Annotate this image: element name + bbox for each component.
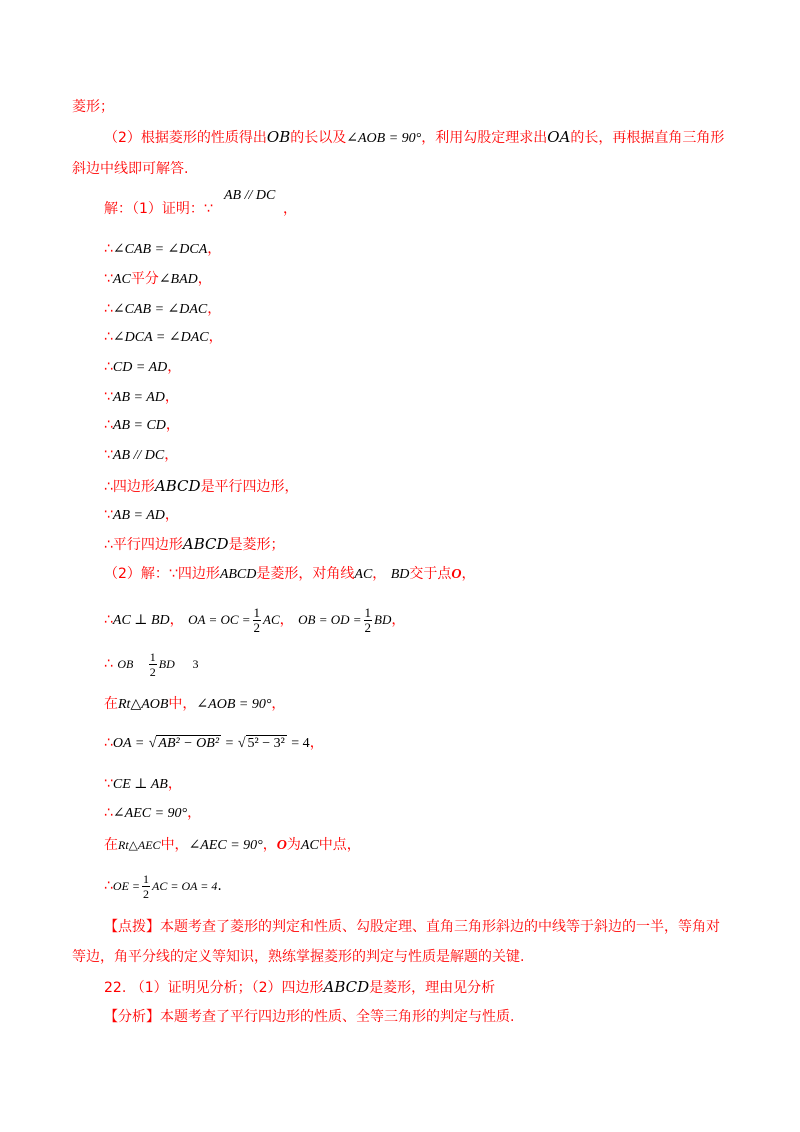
text: ∴ <box>104 241 113 257</box>
text: 为 <box>286 837 301 853</box>
text-line <box>104 388 179 407</box>
text: 【分析】本题考查了平行四边形的性质、全等三角形的判定与性质. <box>104 1009 515 1025</box>
math: 3 <box>192 657 199 671</box>
text: ， <box>187 805 202 821</box>
math: ∠CAB = ∠DAC <box>112 302 208 317</box>
text: （2）根据菱形的性质得出 <box>104 130 267 146</box>
text-line <box>104 565 476 584</box>
text: ， <box>164 507 179 523</box>
text: ∴ <box>104 656 113 672</box>
numerator: 1 <box>149 649 156 664</box>
text: 【点拨】本题考查了菱形的判定和性质、勾股定理、直角三角形斜边的中线等于斜边的一半，等角对 <box>104 919 720 935</box>
math: AC = OA = 4 <box>152 879 218 893</box>
fraction <box>253 606 262 635</box>
math: CD = AD <box>112 360 168 375</box>
math: AC ⊥ BD <box>112 613 170 628</box>
text-line <box>104 270 212 289</box>
text: 等边，角平分线的定义等知识，熟练掌握菱形的判定与性质是解题的关键. <box>72 949 525 965</box>
numerator: 1 <box>253 604 261 620</box>
text-line <box>72 98 114 116</box>
math: = 4 <box>291 736 310 751</box>
math: ∠AEC = 90° <box>188 838 263 853</box>
text: ∴ <box>104 805 113 821</box>
math: OA = OC = <box>188 612 251 627</box>
denominator: 2 <box>143 886 150 901</box>
text: 菱形； <box>72 99 114 115</box>
math: OA = <box>112 736 145 751</box>
math: ∠BAD <box>158 272 198 287</box>
text-line <box>104 1008 514 1026</box>
text: ∴四边形 <box>104 479 155 495</box>
denominator: 2 <box>364 619 372 635</box>
text-line <box>104 695 285 714</box>
math: ∠AOB = 90° <box>196 697 272 712</box>
denominator: 2 <box>253 619 261 635</box>
math: 5² − 3² <box>247 736 285 751</box>
text: ， <box>167 776 182 792</box>
math: AC <box>300 838 319 853</box>
text: ∴ <box>104 329 113 345</box>
text: ， <box>309 735 324 751</box>
text: ， <box>164 389 179 405</box>
text-line <box>104 358 181 377</box>
math: ABCD <box>154 477 201 495</box>
text-line <box>72 948 524 966</box>
text: 在 <box>104 837 118 853</box>
math: OA <box>547 128 571 146</box>
text: 平分 <box>130 271 159 287</box>
text: ， <box>207 241 222 257</box>
math: BD <box>158 657 175 671</box>
math: AB = CD <box>112 418 166 433</box>
math: AB // DC <box>112 448 165 463</box>
text: ∴平行四边形 <box>104 537 183 553</box>
text: 的长以及 <box>290 130 347 146</box>
text: 斜边中线即可解答. <box>72 161 189 177</box>
math: Rt△AOB <box>118 697 169 712</box>
text: ， <box>165 417 180 433</box>
text: ， <box>167 359 182 375</box>
math: BD <box>390 567 410 582</box>
text: ∵ <box>104 389 113 405</box>
numerator: 1 <box>364 604 372 620</box>
text: 解：（1）证明：∵ <box>104 201 213 217</box>
text-line <box>104 240 221 259</box>
text: ， <box>197 271 212 287</box>
text: ， <box>262 837 277 853</box>
text-line <box>104 477 299 496</box>
text: ∴ <box>104 878 113 894</box>
math: OE = <box>112 879 141 893</box>
text: ∴ <box>104 301 113 317</box>
math: Rt△AEC <box>118 838 161 852</box>
text: ∵ <box>104 507 113 523</box>
text-line <box>104 918 720 936</box>
math: AB // DC <box>224 188 276 203</box>
text: 是菱形； <box>228 537 285 553</box>
numerator: 1 <box>143 871 150 886</box>
text-line <box>104 446 178 465</box>
text: ∴ <box>104 612 113 628</box>
math: AC <box>263 612 280 627</box>
text-line <box>104 128 724 148</box>
text: 是菱形，理由见分析 <box>369 980 496 996</box>
fraction <box>364 606 373 635</box>
text: ， <box>208 329 223 345</box>
denominator: 2 <box>149 664 156 679</box>
text: ∵ <box>104 447 113 463</box>
text-line <box>104 870 222 902</box>
text: ∴ <box>104 417 113 433</box>
text: 交于点 <box>409 566 452 582</box>
text-line <box>104 648 199 680</box>
math: AC <box>112 272 131 287</box>
text: ， <box>283 201 297 217</box>
text: 是平行四边形， <box>200 479 299 495</box>
math: OB <box>266 128 291 146</box>
text: 的长，再根据直角三角形 <box>570 130 725 146</box>
text: ， <box>164 447 179 463</box>
text: 中点， <box>318 837 361 853</box>
text: ∵ <box>104 776 113 792</box>
math: ∠AOB = 90° <box>346 131 422 146</box>
math: AB² − OB² <box>158 736 220 751</box>
text: ， <box>372 566 387 582</box>
text: . <box>217 878 222 894</box>
math: BD <box>374 612 392 627</box>
text-line <box>104 604 405 637</box>
text-line <box>72 160 188 178</box>
text: （2）解：∵四边形 <box>104 566 220 582</box>
text: 中， <box>160 837 189 853</box>
text: ∴ <box>104 359 113 375</box>
text-line <box>104 300 221 319</box>
text: ， <box>271 696 286 712</box>
text-line <box>104 506 179 525</box>
text: ，利用勾股定理求出 <box>421 130 548 146</box>
math: O <box>276 838 287 853</box>
text-line <box>104 804 201 823</box>
text-line <box>104 978 495 997</box>
text-line <box>104 416 180 435</box>
math: ∠DCA = ∠DAC <box>112 330 209 345</box>
text: ， <box>207 301 222 317</box>
text-line <box>104 775 182 794</box>
text: ， <box>391 612 406 628</box>
text: 是菱形，对角线 <box>256 566 355 582</box>
math: ∠CAB = ∠DCA <box>112 242 208 257</box>
math: = <box>225 736 234 751</box>
text: ， <box>461 566 476 582</box>
text-line <box>224 186 275 205</box>
math: O <box>451 567 462 582</box>
text-line <box>104 535 285 554</box>
fraction <box>142 872 150 901</box>
math: ABCD <box>219 567 257 582</box>
math: ABCD <box>182 535 229 553</box>
text: 22. （1）证明见分析；（2）四边形 <box>104 980 324 996</box>
math: AB = AD <box>112 508 165 523</box>
text: 在 <box>104 696 118 712</box>
text: ， <box>169 612 184 628</box>
math: OB <box>117 657 134 671</box>
text-line: ∴OA = √ AB² − OB² = √ 5² − 3² = 4， <box>104 735 324 751</box>
math: AB = AD <box>112 390 165 405</box>
text: 中， <box>168 696 197 712</box>
text-line <box>104 200 213 218</box>
math: CE ⊥ AB <box>112 777 168 792</box>
math: OB = OD = <box>298 612 362 627</box>
math: AC <box>354 567 373 582</box>
fraction <box>149 650 157 679</box>
text-line <box>283 200 297 218</box>
math: ∠AEC = 90° <box>112 806 188 821</box>
text: ∵ <box>104 271 113 287</box>
text: ∴ <box>104 735 113 751</box>
text-line <box>104 328 223 347</box>
text: ， <box>279 612 294 628</box>
text-line <box>104 836 361 855</box>
math: ABCD <box>323 978 370 996</box>
